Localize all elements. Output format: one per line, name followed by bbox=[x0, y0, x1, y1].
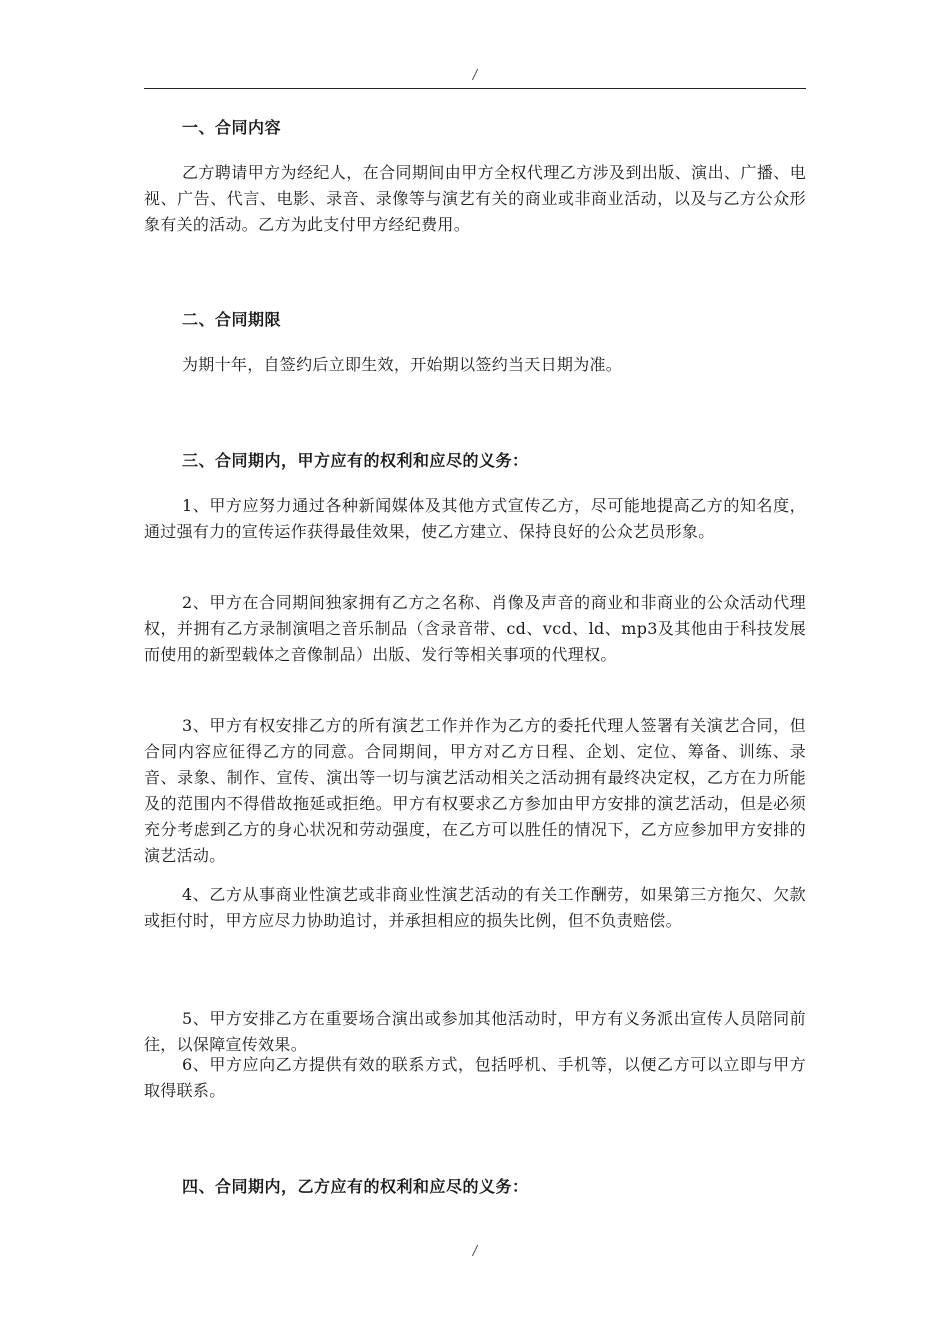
paragraph: 2、甲方在合同期间独家拥有乙方之名称、肖像及声音的商业和非商业的公众活动代理权，并拥有乙方录制演唱之音乐制品（含录音带、cd、vcd、ld、mp3及其他由于科技发展而使用的新型载体之音像制品）出版、发行等相关事项的代理权。 bbox=[144, 593, 806, 664]
header-rule bbox=[144, 88, 806, 89]
paragraph: 6、甲方应向乙方提供有效的联系方式，包括呼机、手机等，以便乙方可以立即与甲方取得联系。 bbox=[144, 1055, 806, 1100]
paragraph: 乙方聘请甲方为经纪人，在合同期间由甲方全权代理乙方涉及到出版、演出、广播、电视、广告、代言、电影、录音、录像等与演艺有关的商业或非商业活动，以及与乙方公众形象有关的活动。乙方为此支付甲方经纪费用。 bbox=[144, 163, 806, 234]
paragraph: 为期十年，自签约后立即生效，开始期以签约当天日期为准。 bbox=[182, 355, 623, 374]
section-heading-party-a-rights: 三、合同期内，甲方应有的权利和应尽的义务： bbox=[182, 451, 529, 470]
paragraph: 1、甲方应努力通过各种新闻媒体及其他方式宣传乙方，尽可能地提高乙方的知名度，通过强有力的宣传运作获得最佳效果，使乙方建立、保持良好的公众艺员形象。 bbox=[144, 496, 806, 541]
paragraph: 5、甲方安排乙方在重要场合演出或参加其他活动时，甲方有义务派出宣传人员陪同前往，以保障宣传效果。 bbox=[144, 1009, 806, 1054]
page-top-marker: / bbox=[472, 68, 478, 83]
page-bottom-marker: / bbox=[472, 1244, 478, 1259]
section-heading-party-b-rights: 四、合同期内，乙方应有的权利和应尽的义务： bbox=[182, 1177, 529, 1196]
section-heading-contract-term: 二、合同期限 bbox=[182, 310, 282, 329]
paragraph: 4、乙方从事商业性演艺或非商业性演艺活动的有关工作酬劳，如果第三方拖欠、欠款或拒付时，甲方应尽力协助追讨，并承担相应的损失比例，但不负责赔偿。 bbox=[144, 885, 806, 930]
section-heading-contract-content: 一、合同内容 bbox=[182, 118, 282, 137]
paragraph: 3、甲方有权安排乙方的所有演艺工作并作为乙方的委托代理人签署有关演艺合同，但合同内容应征得乙方的同意。合同期间，甲方对乙方日程、企划、定位、筹备、训练、录音、录象、制作、宣传、演出等一切与演艺活动相关之活动拥有最终决定权，乙方在力所能及的范围内不得借故拖延或拒绝。甲方有权要求乙方参加由甲方安排的演艺活动，但是必须充分考虑到乙方的身心状况和劳动强度，在乙方可以胜任的情况下，乙方应参加甲方安排的演艺活动。 bbox=[144, 716, 806, 865]
